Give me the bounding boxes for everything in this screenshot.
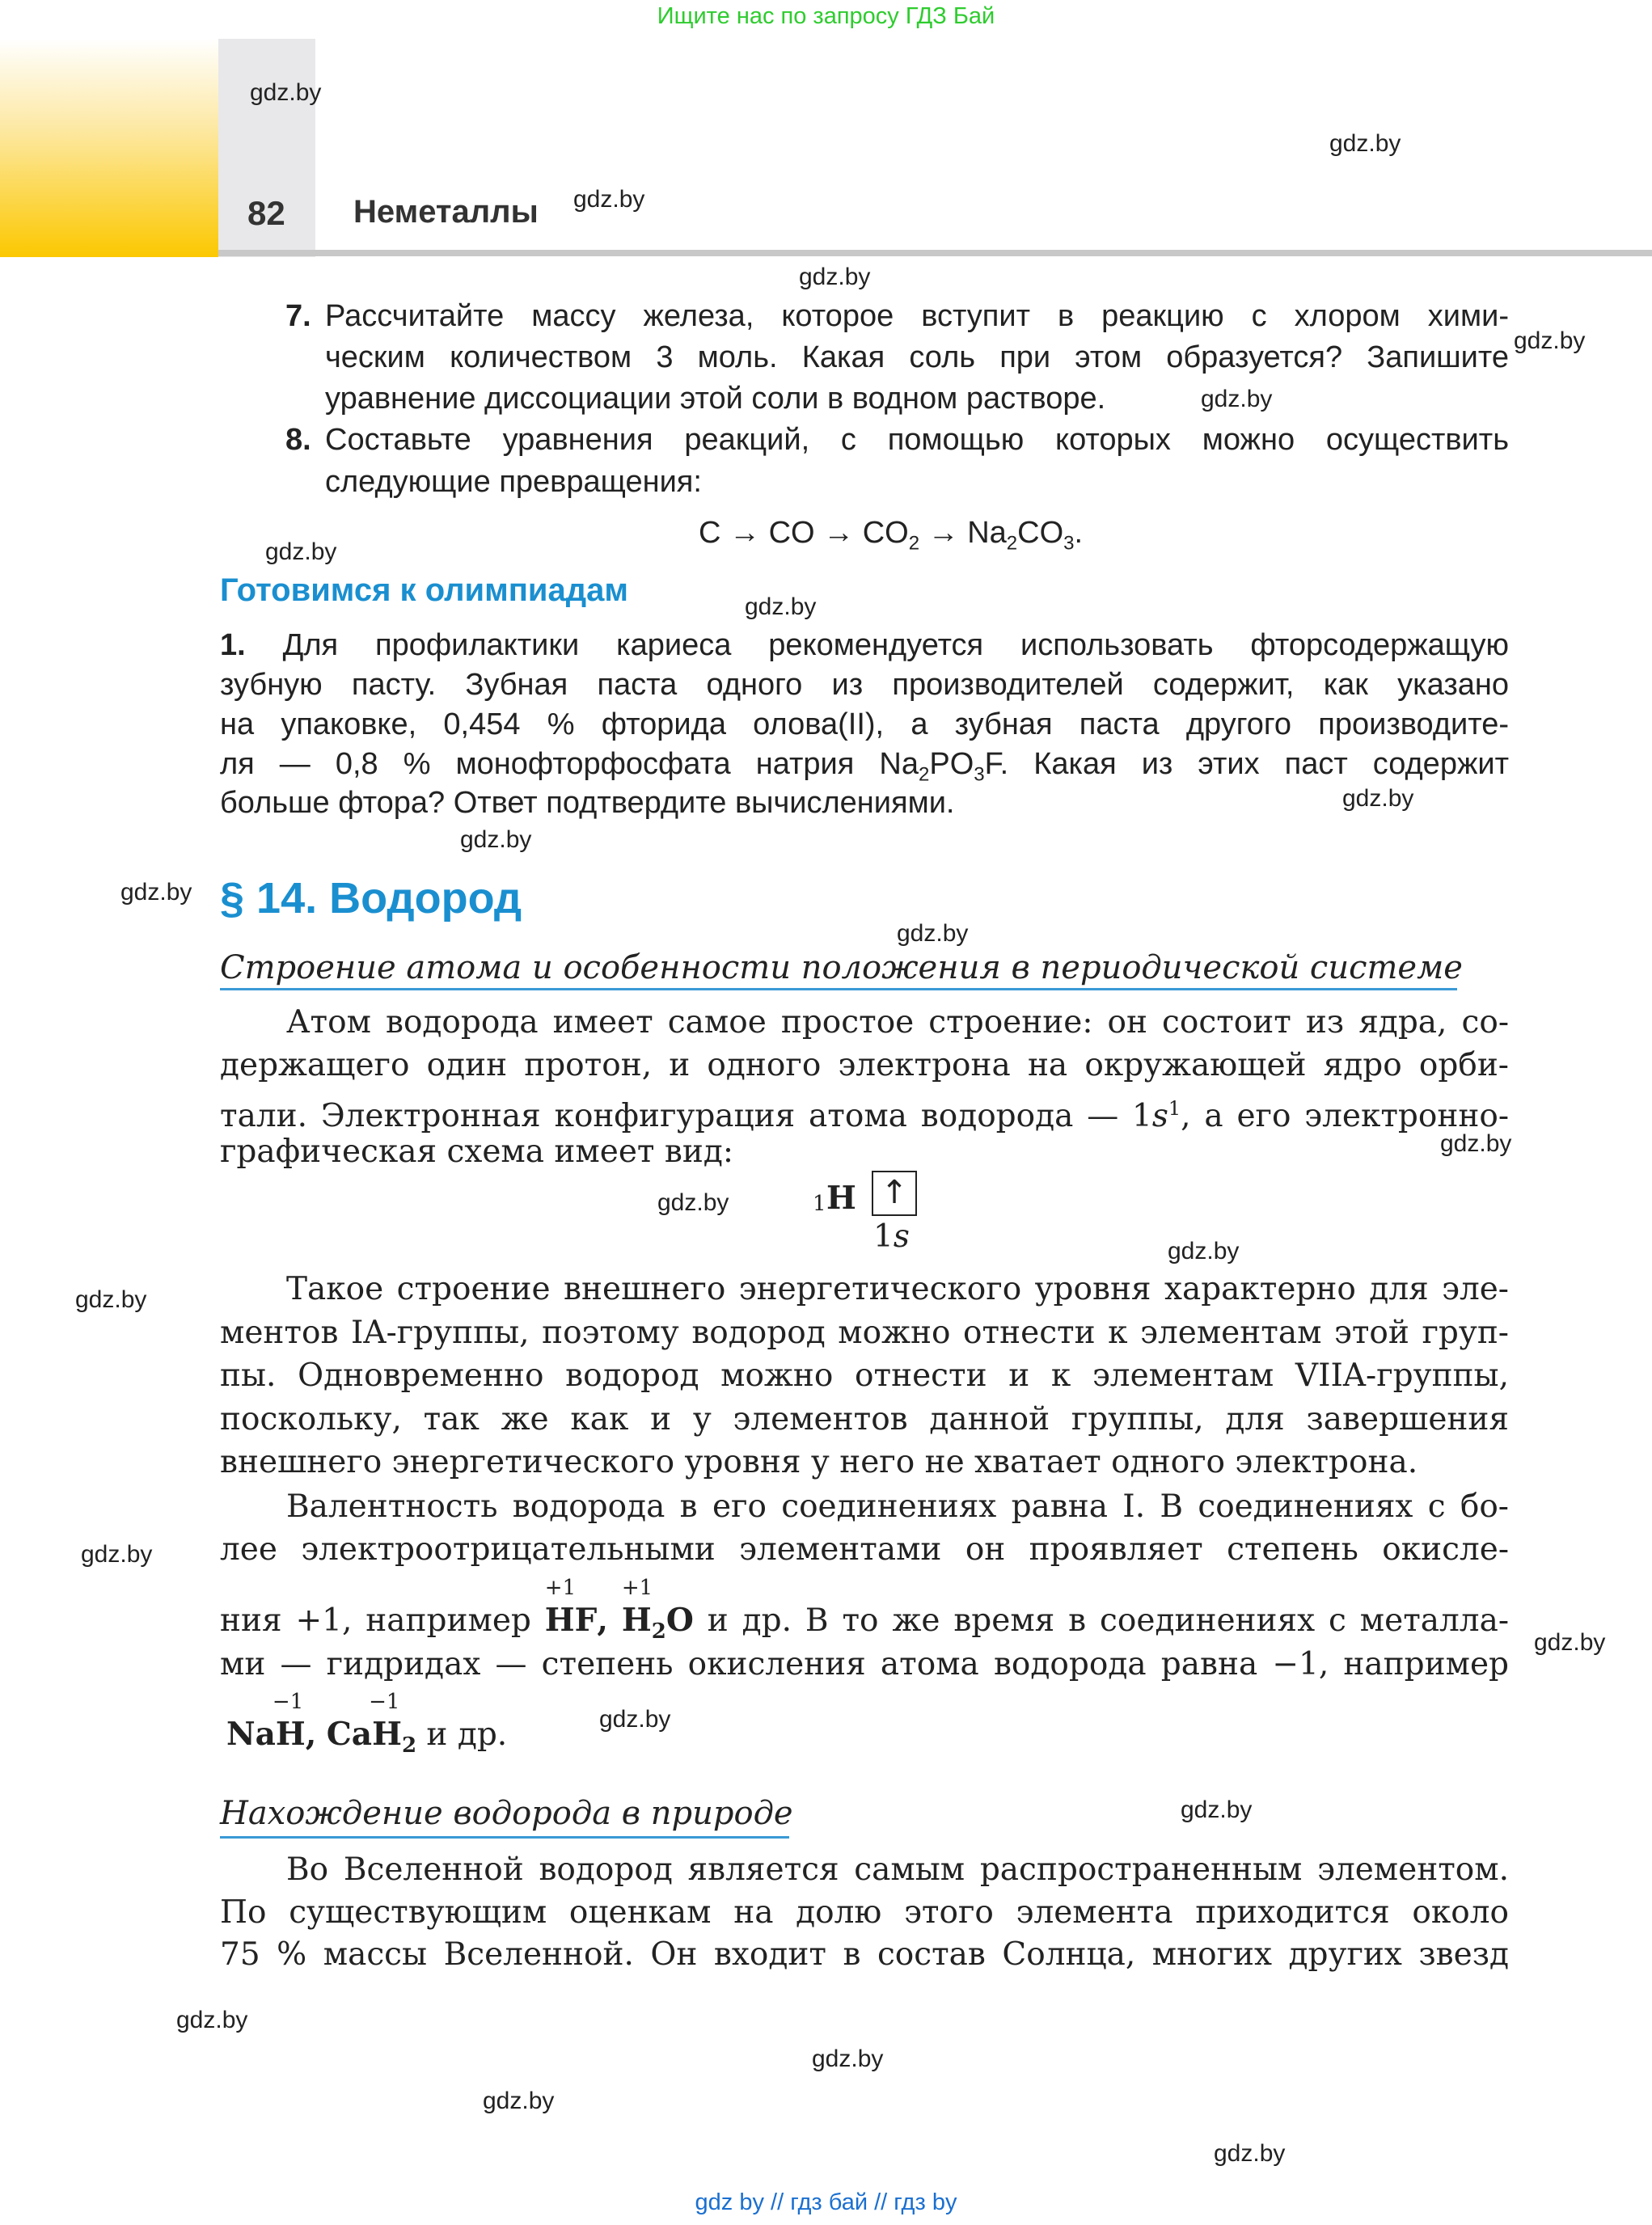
subsection-heading: Нахождение водорода в природе [220,1795,793,1832]
text: PO [929,747,974,781]
watermark: gdz.by [483,2088,555,2114]
paragraph-line: лее электроотрицательными элементами он проявляет степень окисле- [220,1531,1509,1568]
paragraph-line: ми — гидридах — степень окисления атома водорода равна −1, например [220,1646,1509,1682]
subscript: 2 [401,1733,417,1758]
watermark: gdz.by [897,920,969,947]
text: и др. В то же время в соединениях с металла- [693,1602,1509,1639]
formula-part: H [275,1716,306,1753]
text: ля — 0,8 % монофторфосфата натрия Na [220,747,919,781]
formula-part: F [574,1602,598,1639]
text: s [1151,1098,1168,1134]
olympiad-line: на упаковке, 0,454 % фторида олова(II), а зубная паста другого производите- [220,707,1509,741]
paragraph-line: Во Вселенной водород является самым распространенным элементом. [286,1851,1509,1888]
text: Для профилактики кариеса рекомендуется использовать фторсодержащую [282,628,1510,662]
formula: C [699,516,721,550]
watermark: gdz.by [250,79,322,106]
text: , [305,1716,317,1753]
footer-link[interactable]: gdz by // гдз бай // гдз by [695,2189,957,2215]
top-note: Ищите нас по запросу ГДЗ Бай [657,3,995,29]
watermark: gdz.by [812,2046,884,2072]
paragraph-line: держащего один протон, и одного электрона на окружающей ядро орби- [220,1047,1509,1083]
paragraph-line: ментов IA-группы, поэтому водород можно отнести к элементам этой груп- [220,1315,1509,1351]
paragraph-line [226,1690,508,1767]
text: , а его электронно- [1181,1098,1510,1134]
watermark: gdz.by [1440,1130,1512,1157]
task-line: уравнение диссоциации этой соли в водном растворе. [325,382,1106,416]
formula-part: CO [1017,516,1064,550]
formula-part [272,1690,306,1756]
paragraph-line: поскольку, так же как и у элементов данной группы, для завершения [220,1401,1509,1438]
watermark: gdz.by [1201,386,1273,412]
task-number: 7. [285,299,311,333]
text: s [893,1218,910,1255]
text: , [597,1602,608,1639]
olympiad-line [220,625,1509,666]
formula-part: . [1074,516,1084,550]
subscript: 2 [1006,532,1018,555]
formula-part: Na [967,516,1007,550]
text: ния +1, например [220,1602,545,1639]
atomic-number: 1 [813,1192,826,1216]
formula: CO [768,516,815,550]
olympiad-line: больше фтора? Ответ подтвердите вычислениями. [220,786,955,820]
formula [862,516,920,555]
task-line: Составьте уравнения реакций, с помощью которых можно осуществить [325,423,1509,457]
orbital-label [873,1215,910,1259]
watermark: gdz.by [1514,327,1586,354]
watermark: gdz.by [573,186,645,213]
task-number: 8. [285,423,311,457]
formula-part: O [665,1602,694,1639]
formula-part: H [544,1602,575,1639]
watermark: gdz.by [599,1706,671,1733]
formula-part: CO [862,516,909,550]
formula-part: H [372,1716,402,1753]
watermark: gdz.by [745,593,817,620]
watermark: gdz.by [1329,130,1401,157]
watermark: gdz.by [1534,1629,1606,1656]
text: и др. [416,1716,508,1753]
formula-part [369,1690,402,1756]
paragraph-line: 75 % массы Вселенной. Он входит в состав Солнца, многих других звезд [220,1936,1509,1973]
watermark: gdz.by [120,879,192,906]
subscript: 3 [1063,532,1075,555]
header-divider [218,250,1652,256]
watermark: gdz.by [460,826,532,853]
oxidation-state: +1 [621,1576,653,1600]
paragraph-line: Атом водорода имеет самое простое строение: он состоит из ядра, со- [286,1004,1509,1041]
subscript: 2 [918,763,930,786]
paragraph-line: Такое строение внешнего энергетического уровня характерно для эле- [286,1271,1509,1307]
orbital-box [872,1171,917,1216]
watermark: gdz.by [75,1286,147,1313]
watermark: gdz.by [265,538,337,565]
subscript: 2 [651,1619,666,1644]
paragraph-line: пы. Одновременно водород можно отнести и к элементам VIIA-группы, [220,1357,1509,1394]
oxidation-state: −1 [272,1690,304,1714]
paragraph-line: По существующим оценкам на долю этого элемента приходится около [220,1894,1509,1931]
arrow-icon: → [927,516,959,550]
corner-decoration [0,39,218,257]
formula-hf [544,1576,598,1642]
task-number: 1. [220,628,246,662]
watermark: gdz.by [657,1189,729,1216]
olympiad-line: зубную пасту. Зубная паста одного из производителей содержит, как указано [220,668,1509,702]
formula-part: H [621,1602,652,1639]
section-title: § 14. Водород [220,874,522,923]
text: тали. Электронная конфигурация атома водорода — 1 [220,1098,1152,1134]
paragraph-line: Валентность водорода в его соединениях равна I. В соединениях с бо- [286,1488,1509,1525]
element-symbol: H [826,1180,856,1217]
watermark: gdz.by [1168,1238,1240,1264]
subsection-heading: Строение атома и особенности положения в периодической системе [220,949,1463,986]
subscript: 3 [974,763,985,786]
page-number: 82 [247,194,285,232]
oxidation-state: −1 [369,1690,400,1714]
reaction-chain [699,513,1083,564]
spin-up-arrow-icon: ↑ [881,1174,908,1211]
text: 1 [873,1218,894,1255]
watermark: gdz.by [176,2007,248,2033]
subsection-underline [220,1836,789,1839]
arrow-icon: → [823,516,855,550]
subscript: 2 [908,532,920,555]
paragraph-line: внешнего энергетического уровня у него не хватает одного электрона. [220,1444,1418,1480]
watermark: gdz.by [81,1541,153,1568]
formula-nah [226,1690,306,1756]
running-title: Неметаллы [353,194,539,230]
paragraph-line: графическая схема имеет вид: [220,1134,733,1170]
watermark: gdz.by [1342,785,1414,812]
watermark: gdz.by [799,264,871,290]
formula [967,516,1084,555]
formula-part: Na [226,1716,276,1753]
formula-part: Ca [326,1716,373,1753]
task-line: Рассчитайте массу железа, которое вступит в реакцию с хлором хими- [325,299,1509,333]
oxidation-state: +1 [544,1576,577,1600]
formula-cah2 [326,1690,417,1767]
olympiad-heading: Готовимся к олимпиадам [220,572,628,608]
text: F. Какая из этих паст содержит [984,747,1510,781]
arrow-icon: → [729,516,761,550]
superscript: 1 [1168,1097,1181,1120]
task-line: следующие превращения: [325,465,702,499]
task-line: ческим количеством 3 моль. Какая соль при этом образуется? Запишите [325,340,1509,374]
watermark: gdz.by [1181,1796,1253,1823]
watermark: gdz.by [1214,2140,1286,2167]
subsection-underline [220,988,1457,990]
